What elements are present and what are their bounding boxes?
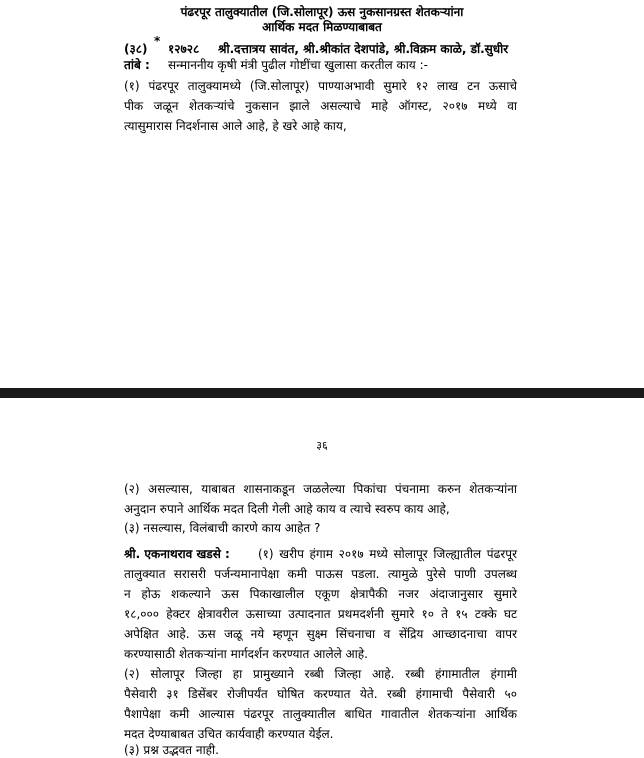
q2-line1: (२) असल्यास, याबाबत शासनाकडून जळलेल्या पिकांचा पंचनामा करुन शेतकऱ्यांना [124,482,517,496]
answer-speaker: श्री. एकनाथराव खडसे : [124,547,230,561]
members-line1: श्री.दत्तात्रय सावंत, श्री.श्रीकांत देशपांडे, श्री.विक्रम काळे, डॉ.सुधीर [218,42,509,56]
q3: (३) नसल्यास, विलंबाची कारणे काय आहेत ? [124,521,321,535]
question-id: १२७२८ [168,42,200,56]
a1-line1: (१) खरीप हंगाम २०१७ मध्ये सोलापूर जिल्ह्यातील पंढरपूर [258,547,517,561]
a1-line6: करण्यासाठी शेतकऱ्यांना मार्गदर्शन करण्यात आलेले आहे. [124,647,368,661]
q1-line1: (१) पंढरपूर तालुक्यामध्ये (जि.सोलापूर) पाण्याअभावी सुमारे १२ लाख टन ऊसाचे [124,79,517,93]
q1-line3: त्यासुमारास निदर्शनास आले आहे, हे खरे आहे काय, [124,119,347,133]
a1-line3: न होऊ शकल्याने ऊस पिकाखालील एकूण क्षेत्रापैकी नजर अंदाजानुसार सुमारे [124,587,517,601]
starred-mark: * [154,34,161,48]
addressed-to: सन्माननीय कृषी मंत्री पुढील गोष्टींचा खुलासा करतील काय :- [168,58,428,72]
page-break-divider [0,388,644,398]
a2-line3: पैशापेक्षा कमी आल्यास पंढरपूर तालुक्यातील बाधित गावातील शेतकऱ्यांना आर्थिक [124,707,517,721]
a1-line4: १८,००० हेक्टर क्षेत्रावरील ऊसाच्या उत्पादनात प्रथमदर्शनी सुमारे १० ते १५ टक्के घट [124,607,517,621]
q1-line2: पीक जळून शेतकऱ्यांचे नुकसान झाले असल्याचे माहे ऑगस्ट, २०१७ मध्ये वा [124,99,517,113]
page-number: ३६ [316,439,328,452]
a1-line2: तालुक्यात सरासरी पर्जन्यमानापेक्षा कमी पाऊस पडला. त्यामुळे पुरेसे पाणी उपलब्ध [124,567,517,581]
question-number: (३८) [124,42,148,56]
question-title-line2: आर्थिक मदत मिळण्याबाबत [262,20,382,34]
question-title-line1: पंढरपूर तालुक्यातील (जि.सोलापूर) ऊस नुकसानग्रस्त शेतकऱ्यांना [180,5,464,19]
a1-line5: अपेक्षित आहे. ऊस जळू नये म्हणून सुक्ष्म सिंचनाचा व सेंद्रिय आच्छादनाचा वापर [124,627,517,641]
a2-line2: पैसेवारी ३१ डिसेंबर रोजीपर्यंत घोषित करण्यात येते. रब्बी हंगामाची पैसेवारी ५० [124,687,517,701]
a2-line1: (२) सोलापूर जिल्हा हा प्रामुख्याने रब्बी जिल्हा आहे. रब्बी हंगामातील हंगामी [124,667,517,681]
a2-line4: मदत देण्याबाबत उचित कार्यवाही करण्यात येईल. [124,727,334,741]
q2-line2: अनुदान रुपाने आर्थिक मदत दिली गेली आहे काय व त्याचे स्वरुप काय आहे, [124,502,450,516]
members-line2: तांबे : [124,58,150,72]
a3: (३) प्रश्न उद्भवत नाही. [124,743,219,757]
page-lower [0,398,644,757]
